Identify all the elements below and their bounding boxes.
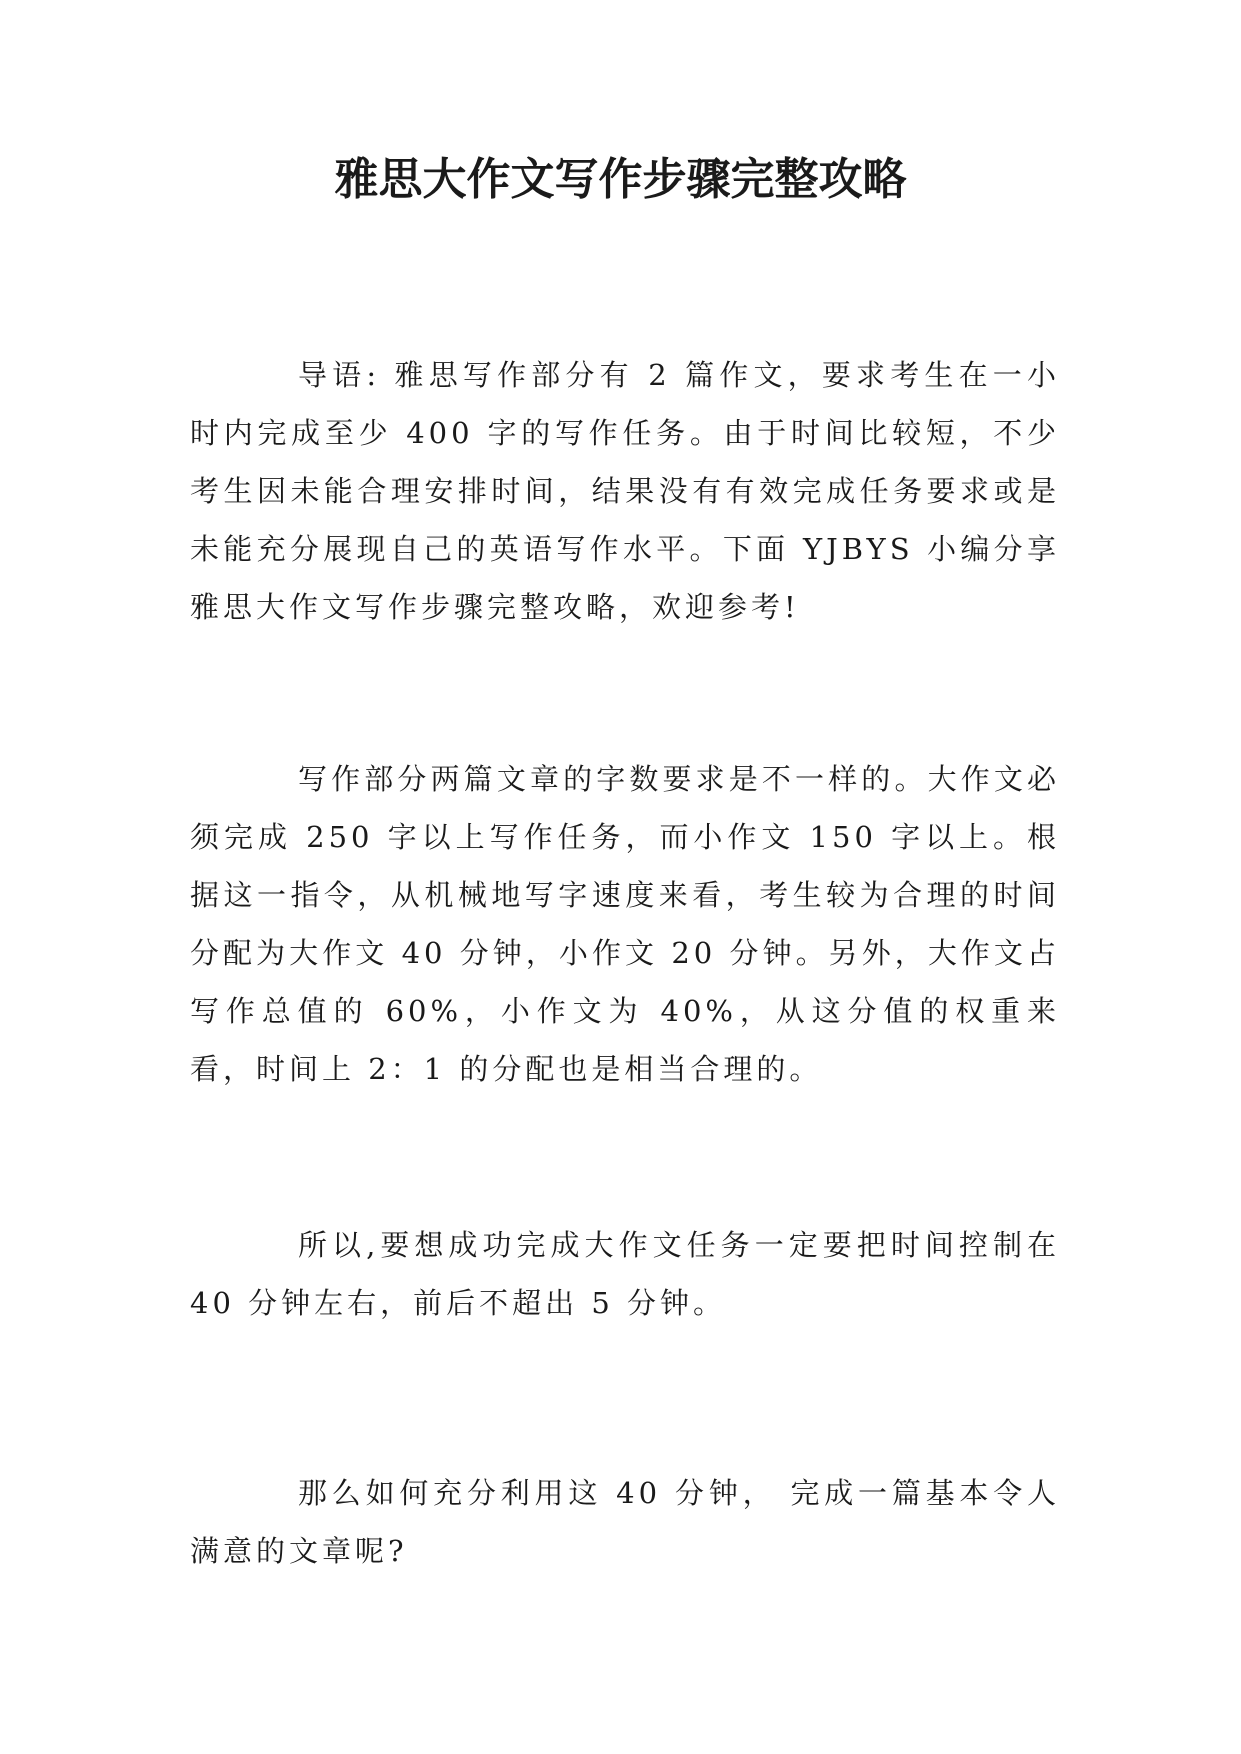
paragraph-intro: 导语: 雅思写作部分有 2 篇作文，要求考生在一小时内完成至少 400 字的写作任务。由于时间比较短，不少考生因未能合理安排时间，结果没有有效完成任务要求或是未能充分展现自己的英语写作水平。下面 YJBYS 小编分享雅思大作文写作步骤完整攻略，欢迎参考! [190, 358, 1060, 624]
paragraph-time-control: 所以,要想成功完成大作文任务一定要把时间控制在 40 分钟左右，前后不超出 5 分钟。 [190, 1228, 1060, 1320]
paragraph-word-count: 写作部分两篇文章的字数要求是不一样的。大作文必须完成 250 字以上写作任务，而小作文 150 字以上。根据这一指令，从机械地写字速度来看，考生较为合理的时间分配为大作文 40 分钟，小作文 20 分钟。另外，大作文占写作总值的 60%，小作文为 40%，从这分值的权重来看，时间上 2：1 的分配也是相当合理的。 [190, 762, 1060, 1086]
paragraph-question: 那么如何充分利用这 40 分钟， 完成一篇基本令人满意的文章呢? [190, 1476, 1060, 1568]
document-title: 雅思大作文写作步骤完整攻略 [334, 154, 907, 205]
